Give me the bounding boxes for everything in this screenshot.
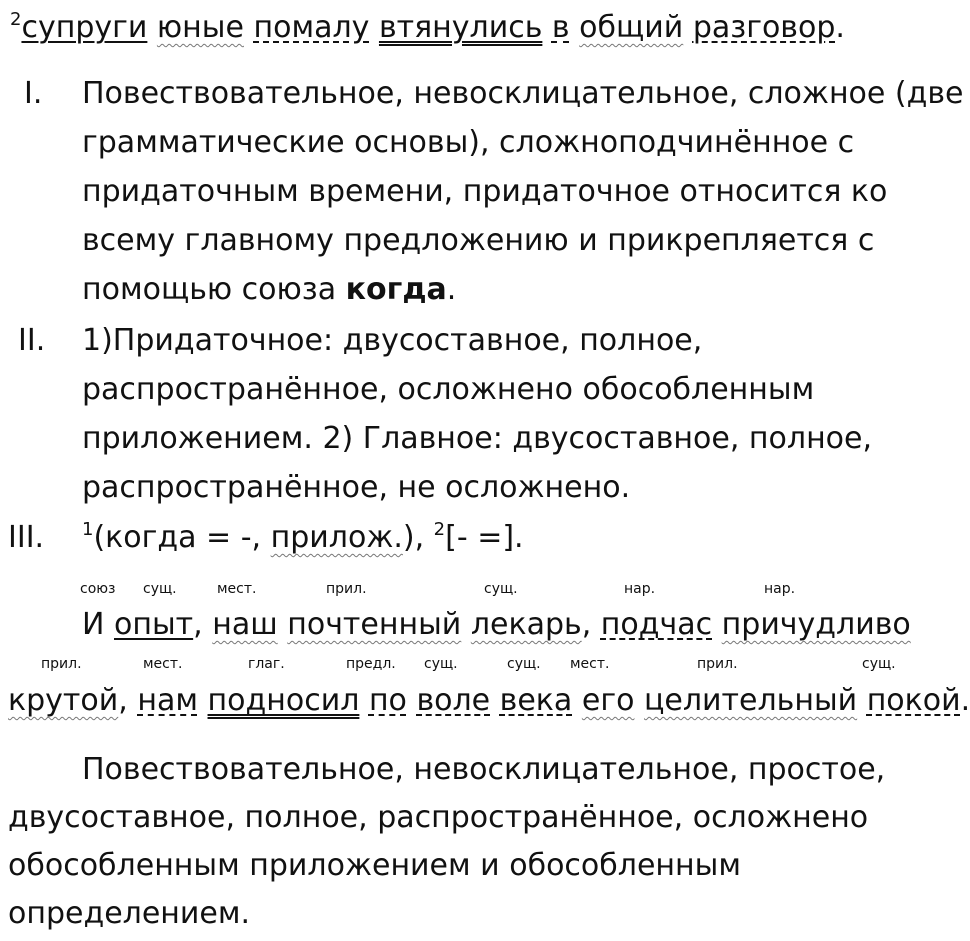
analysis-line: придаточным времени, придаточное относится ко — [82, 174, 888, 209]
pos-label: нар. — [764, 581, 796, 597]
clause-number: 2 — [433, 519, 446, 540]
pos-label: прил. — [697, 656, 738, 672]
final-analysis-line: определением. — [8, 896, 251, 931]
comma: , — [193, 607, 203, 642]
scheme-text: [- =]. — [445, 520, 524, 555]
analysis-text: помощью союза — [82, 272, 346, 307]
comma: , — [581, 607, 592, 642]
pos-label: сущ. — [484, 581, 518, 597]
pos-label: прил. — [326, 581, 367, 597]
pos-label: глаг. — [248, 656, 285, 672]
word-object: разговор — [692, 10, 836, 45]
pos-label: сущ. — [862, 656, 896, 672]
word-attribute: юные — [156, 10, 244, 45]
scheme-appositive: прилож. — [270, 520, 403, 555]
analysis-line — [82, 272, 456, 308]
pos-label: сущ. — [507, 656, 541, 672]
word-subject: опыт — [114, 607, 194, 642]
comma: , — [118, 683, 128, 718]
analysis-line: распространённое, осложнено обособленным — [82, 372, 815, 407]
analysis-line: распространённое, не осложнено. — [82, 470, 631, 505]
clause-number: 1 — [82, 519, 94, 540]
word-adverbial: помалу — [253, 10, 370, 45]
word-attribute: крутой — [8, 683, 119, 718]
scheme-text: ), — [402, 520, 434, 555]
word-adverbial: века — [499, 683, 573, 718]
sentence-fragment — [10, 10, 845, 46]
period: . — [446, 272, 457, 307]
pos-label: сущ. — [143, 581, 177, 597]
word-attribute-2: общий — [579, 10, 684, 45]
pos-label: нар. — [624, 581, 656, 597]
word-attribute: его — [581, 683, 635, 718]
analysis-line: приложением. 2) Главное: двусоставное, полное, — [82, 421, 873, 456]
pos-label: союз — [80, 581, 116, 597]
word-attribute: причудливо — [721, 607, 911, 642]
word-adverbial: по — [368, 683, 407, 718]
word-object: покой — [866, 683, 961, 718]
final-analysis-line: двусоставное, полное, распространённое, осложнено — [8, 800, 869, 835]
clause-number: 2 — [10, 9, 22, 30]
pos-label: прил. — [41, 656, 82, 672]
word-attribute: наш — [212, 607, 278, 642]
pos-label: мест. — [570, 656, 610, 672]
pos-label: мест. — [217, 581, 257, 597]
scheme-text: (когда = -, — [93, 520, 271, 555]
final-analysis-line: Повествовательное, невосклицательное, простое, — [82, 752, 886, 787]
word-conjunction: И — [82, 607, 105, 642]
period: . — [835, 10, 845, 45]
numeral-i: I. — [24, 76, 43, 111]
numeral-iii: III. — [8, 520, 45, 555]
word-object-prep: в — [551, 10, 570, 45]
word-attribute: почтенный — [287, 607, 462, 642]
analysis-line: грамматические основы), сложноподчинённое с — [82, 125, 855, 160]
sentence-line — [8, 683, 970, 719]
word-object: нам — [137, 683, 198, 718]
sentence-scheme — [82, 520, 524, 556]
pos-label: предл. — [346, 656, 396, 672]
period: . — [960, 683, 970, 718]
analysis-line: всему главному предложению и прикрепляется с — [82, 223, 875, 258]
sentence-line — [82, 607, 911, 643]
analysis-line: 1)Придаточное: двусоставное, полное, — [82, 323, 703, 358]
numeral-ii: II. — [18, 323, 46, 358]
final-analysis-line: обособленным приложением и обособленным — [8, 848, 741, 883]
word-subject: супруги — [21, 10, 148, 45]
word-predicate: подносил — [207, 683, 360, 718]
word-appositive: лекарь — [470, 607, 582, 642]
word-adverbial: воле — [416, 683, 491, 718]
pos-label: мест. — [143, 656, 183, 672]
word-predicate: втянулись — [378, 10, 543, 45]
conjunction-bold: когда — [345, 272, 447, 307]
word-attribute: целительный — [644, 683, 858, 718]
pos-label: сущ. — [424, 656, 458, 672]
analysis-line: Повествовательное, невосклицательное, сложное (две — [82, 76, 964, 111]
word-adverbial: подчас — [600, 607, 713, 642]
